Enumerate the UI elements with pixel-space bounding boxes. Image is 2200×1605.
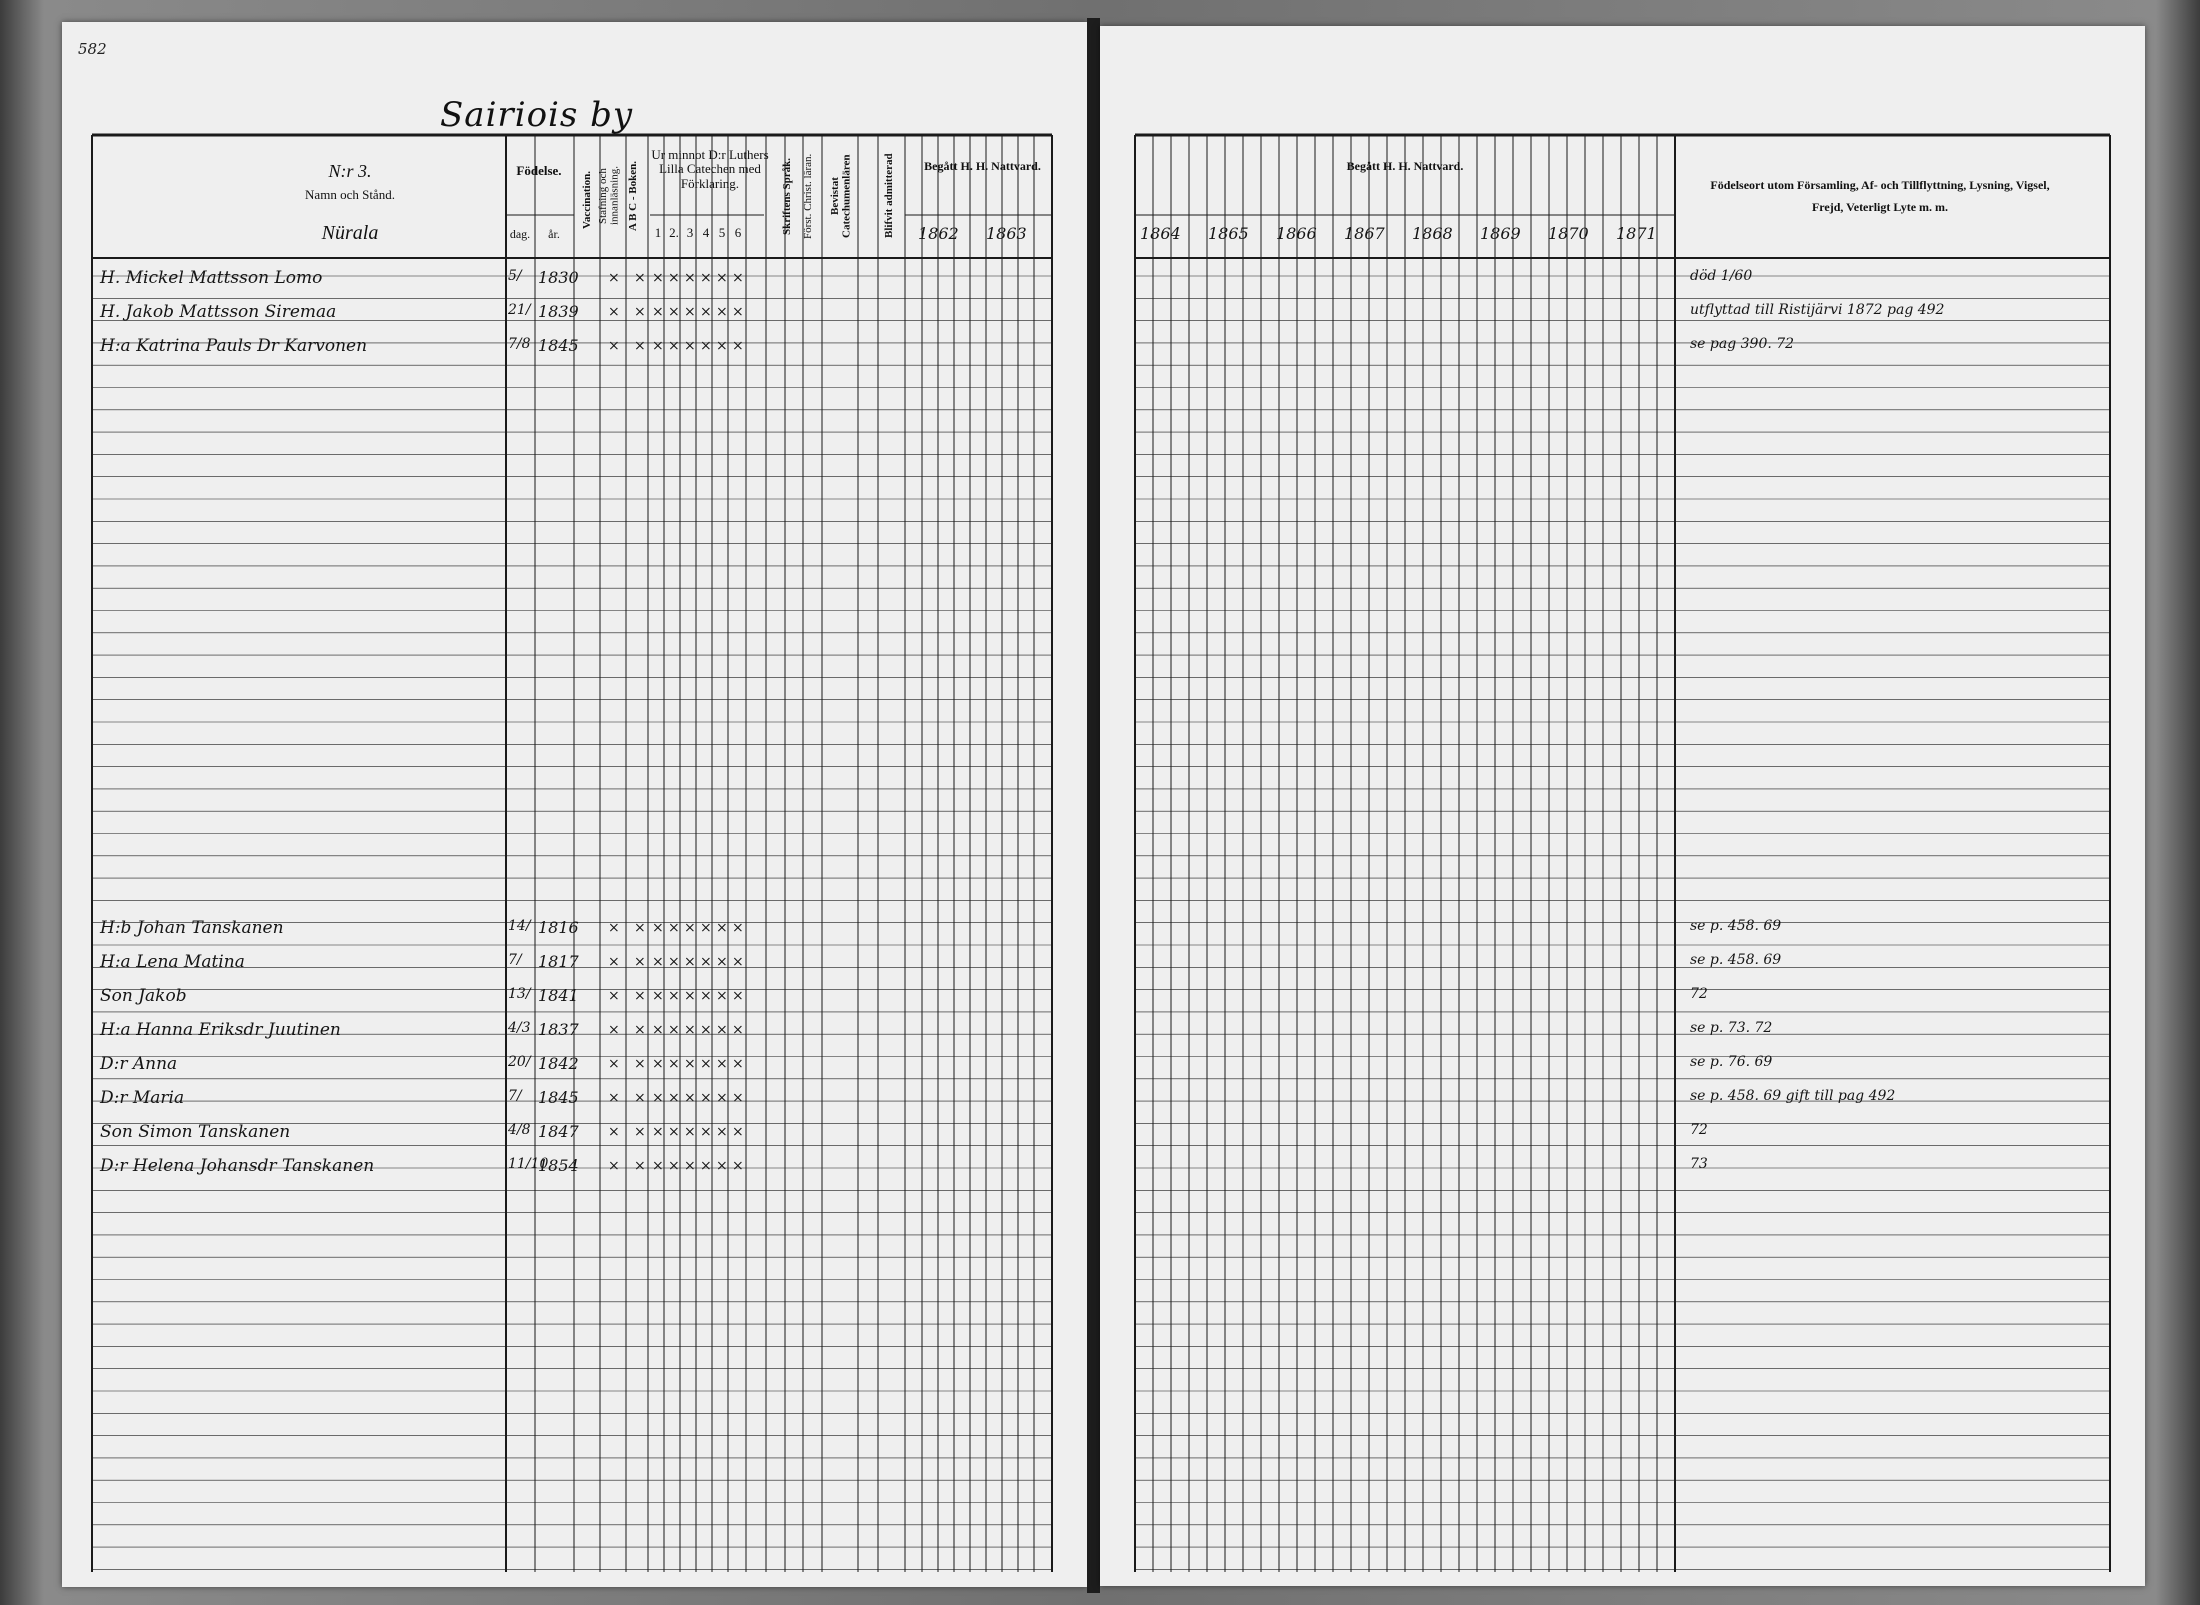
tick-mark: × bbox=[668, 988, 680, 1004]
tick-mark: × bbox=[668, 1056, 680, 1072]
year-header-1868: 1868 bbox=[1412, 224, 1453, 243]
year-header-1864: 1864 bbox=[1140, 224, 1181, 243]
entry-birth-day: 7/ bbox=[508, 952, 522, 968]
tick-mark: × bbox=[652, 1056, 664, 1072]
tick-mark: × bbox=[652, 338, 664, 354]
tick-mark: × bbox=[652, 988, 664, 1004]
tick-mark: × bbox=[634, 304, 646, 320]
tick-mark: × bbox=[700, 1022, 712, 1038]
tick-mark: × bbox=[608, 920, 620, 936]
entry-name: H:a Lena Matina bbox=[100, 952, 245, 972]
tick-mark: × bbox=[684, 304, 696, 320]
tick-mark: × bbox=[608, 1056, 620, 1072]
year-header-1871: 1871 bbox=[1616, 224, 1657, 243]
catechism-part-3: 3 bbox=[686, 225, 694, 240]
tick-mark: × bbox=[700, 920, 712, 936]
farm-name: Nürala bbox=[321, 222, 379, 244]
tick-mark: × bbox=[700, 338, 712, 354]
tick-mark: × bbox=[684, 1056, 696, 1072]
tick-mark: × bbox=[652, 1090, 664, 1106]
col-year-header: år. bbox=[548, 227, 560, 241]
col-reading-header: Stafning och innanläsning. bbox=[597, 166, 621, 226]
tick-mark: × bbox=[634, 954, 646, 970]
col-name-header: Namn och Stånd. bbox=[305, 187, 395, 202]
tick-mark: × bbox=[652, 954, 664, 970]
col-remarks-header: Födelseort utom Församling, Af- och Tillflyttning, Lysning, Vigsel, Frejd, Veterligt Lyte m. m. bbox=[1710, 178, 2050, 214]
tick-mark: × bbox=[608, 1022, 620, 1038]
tick-mark: × bbox=[700, 1158, 712, 1174]
entry-remark: utflyttad till Ristijärvi 1872 pag 492 bbox=[1690, 302, 1945, 318]
tick-mark: × bbox=[684, 1158, 696, 1174]
tick-mark: × bbox=[716, 1056, 728, 1072]
entry-birth-year: 1854 bbox=[538, 1156, 579, 1175]
year-header-1863: 1863 bbox=[986, 224, 1027, 243]
entry-remark: se p. 458. 69 bbox=[1690, 918, 1782, 934]
tick-mark: × bbox=[668, 304, 680, 320]
tick-mark: × bbox=[634, 1158, 646, 1174]
entry-birth-day: 11/10 bbox=[508, 1156, 549, 1172]
col-communion-header-right: Begått H. H. Nattvard. bbox=[1346, 159, 1464, 173]
tick-mark: × bbox=[668, 338, 680, 354]
col-birth-header: Födelse. bbox=[516, 163, 562, 178]
tick-mark: × bbox=[608, 1158, 620, 1174]
tick-mark: × bbox=[716, 920, 728, 936]
catechism-part-6: 6 bbox=[734, 225, 742, 240]
entry-birth-day: 7/ bbox=[508, 1088, 522, 1104]
tick-mark: × bbox=[634, 920, 646, 936]
tick-mark: × bbox=[732, 1158, 744, 1174]
tick-mark: × bbox=[716, 338, 728, 354]
year-header-1865: 1865 bbox=[1208, 224, 1249, 243]
tick-mark: × bbox=[668, 270, 680, 286]
tick-mark: × bbox=[700, 954, 712, 970]
tick-mark: × bbox=[732, 920, 744, 936]
tick-mark: × bbox=[652, 1158, 664, 1174]
entry-birth-day: 20/ bbox=[508, 1054, 531, 1070]
tick-mark: × bbox=[732, 1022, 744, 1038]
tick-mark: × bbox=[652, 304, 664, 320]
tick-mark: × bbox=[634, 1090, 646, 1106]
catechism-part-5: 5 bbox=[718, 225, 726, 240]
tick-mark: × bbox=[732, 954, 744, 970]
tick-mark: × bbox=[608, 988, 620, 1004]
col-vaccination-header: Vaccination. bbox=[581, 171, 593, 229]
tick-mark: × bbox=[716, 1158, 728, 1174]
entry-remark: 73 bbox=[1690, 1156, 1708, 1172]
col-abc-header: A B C - Boken. bbox=[627, 161, 639, 231]
tick-mark: × bbox=[716, 1090, 728, 1106]
entry-birth-year: 1847 bbox=[538, 1122, 579, 1141]
tick-mark: × bbox=[732, 338, 744, 354]
tick-mark: × bbox=[732, 1124, 744, 1140]
tick-mark: × bbox=[732, 988, 744, 1004]
tick-mark: × bbox=[668, 954, 680, 970]
tick-mark: × bbox=[700, 304, 712, 320]
entry-name: D:r Helena Johansdr Tanskanen bbox=[100, 1156, 375, 1176]
tick-mark: × bbox=[652, 920, 664, 936]
tick-mark: × bbox=[668, 1158, 680, 1174]
tick-mark: × bbox=[634, 338, 646, 354]
tick-mark: × bbox=[634, 1056, 646, 1072]
tick-mark: × bbox=[716, 1022, 728, 1038]
tick-mark: × bbox=[732, 1056, 744, 1072]
entry-name: H:a Katrina Pauls Dr Karvonen bbox=[100, 336, 368, 356]
col-admitted-header: Blifvit admitterad bbox=[883, 153, 895, 239]
catechism-part-2: 2. bbox=[669, 225, 679, 240]
entry-birth-day: 4/8 bbox=[508, 1122, 531, 1138]
tick-mark: × bbox=[652, 1022, 664, 1038]
entry-name: H. Mickel Mattsson Lomo bbox=[100, 268, 323, 288]
entry-remark: se p. 73. 72 bbox=[1690, 1020, 1773, 1036]
tick-mark: × bbox=[608, 304, 620, 320]
tick-mark: × bbox=[608, 1090, 620, 1106]
village-title: Sairiois by bbox=[440, 95, 634, 135]
tick-mark: × bbox=[732, 270, 744, 286]
entry-name: D:r Maria bbox=[100, 1088, 185, 1108]
tick-mark: × bbox=[716, 954, 728, 970]
tick-mark: × bbox=[684, 954, 696, 970]
year-header-1866: 1866 bbox=[1276, 224, 1317, 243]
page-number: 582 bbox=[78, 40, 107, 58]
catechism-part-1: 1 bbox=[654, 225, 662, 240]
year-header-1870: 1870 bbox=[1548, 224, 1589, 243]
tick-mark: × bbox=[634, 988, 646, 1004]
col-day-header: dag. bbox=[509, 227, 531, 241]
tick-mark: × bbox=[668, 920, 680, 936]
household-number: N:r 3. bbox=[328, 161, 372, 181]
tick-mark: × bbox=[716, 988, 728, 1004]
tick-mark: × bbox=[700, 270, 712, 286]
entry-birth-day: 4/3 bbox=[508, 1020, 531, 1036]
tick-mark: × bbox=[700, 1124, 712, 1140]
entry-name: Son Jakob bbox=[100, 986, 187, 1006]
entry-birth-day: 13/ bbox=[508, 986, 531, 1002]
tick-mark: × bbox=[684, 270, 696, 286]
entry-birth-year: 1839 bbox=[538, 302, 579, 321]
year-header-1862: 1862 bbox=[918, 224, 959, 243]
entry-birth-year: 1842 bbox=[538, 1054, 579, 1073]
tick-mark: × bbox=[684, 1022, 696, 1038]
entry-birth-year: 1841 bbox=[538, 986, 579, 1005]
entry-name: Son Simon Tanskanen bbox=[100, 1122, 291, 1142]
entry-birth-year: 1830 bbox=[538, 268, 579, 287]
col-scripture-header: Skriftens Språk. bbox=[781, 157, 793, 235]
entry-birth-day: 21/ bbox=[508, 302, 531, 318]
tick-mark: × bbox=[684, 988, 696, 1004]
tick-mark: × bbox=[684, 1124, 696, 1140]
entry-birth-year: 1845 bbox=[538, 1088, 579, 1107]
tick-mark: × bbox=[608, 338, 620, 354]
entry-name: H:b Johan Tanskanen bbox=[100, 918, 284, 938]
col-communion-header-left: Begått H. H. Nattvard. bbox=[924, 159, 1041, 173]
entry-remark: se p. 76. 69 bbox=[1690, 1054, 1773, 1070]
entry-birth-year: 1817 bbox=[538, 952, 579, 971]
year-header-1867: 1867 bbox=[1344, 224, 1385, 243]
tick-mark: × bbox=[684, 1090, 696, 1106]
entry-remark: 72 bbox=[1690, 986, 1708, 1002]
entry-birth-year: 1816 bbox=[538, 918, 579, 937]
tick-mark: × bbox=[634, 270, 646, 286]
entry-remark: se pag 390. 72 bbox=[1690, 336, 1795, 352]
tick-mark: × bbox=[716, 304, 728, 320]
tick-mark: × bbox=[608, 270, 620, 286]
tick-mark: × bbox=[700, 1056, 712, 1072]
year-header-1869: 1869 bbox=[1480, 224, 1521, 243]
tick-mark: × bbox=[684, 338, 696, 354]
tick-mark: × bbox=[668, 1124, 680, 1140]
tick-mark: × bbox=[634, 1022, 646, 1038]
tick-mark: × bbox=[684, 920, 696, 936]
entry-birth-day: 5/ bbox=[508, 268, 522, 284]
tick-mark: × bbox=[732, 304, 744, 320]
tick-mark: × bbox=[668, 1090, 680, 1106]
catechism-part-4: 4 bbox=[702, 225, 710, 240]
tick-mark: × bbox=[700, 988, 712, 1004]
tick-mark: × bbox=[716, 270, 728, 286]
tick-mark: × bbox=[716, 1124, 728, 1140]
col-catechumen-header: Bevistat Catechumenlären bbox=[829, 154, 853, 238]
tick-mark: × bbox=[732, 1090, 744, 1106]
entry-remark: död 1/60 bbox=[1690, 268, 1753, 284]
tick-mark: × bbox=[608, 954, 620, 970]
entry-birth-year: 1837 bbox=[538, 1020, 579, 1039]
entry-name: H:a Hanna Eriksdr Juutinen bbox=[100, 1020, 341, 1040]
tick-mark: × bbox=[652, 1124, 664, 1140]
entry-birth-year: 1845 bbox=[538, 336, 579, 355]
entry-birth-day: 14/ bbox=[508, 918, 531, 934]
entry-name: D:r Anna bbox=[100, 1054, 178, 1074]
col-christian-header: Först. Christ. läran. bbox=[802, 153, 814, 239]
entry-remark: 72 bbox=[1690, 1122, 1708, 1138]
tick-mark: × bbox=[634, 1124, 646, 1140]
entry-remark: se p. 458. 69 gift till pag 492 bbox=[1690, 1088, 1896, 1104]
tick-mark: × bbox=[652, 270, 664, 286]
tick-mark: × bbox=[700, 1090, 712, 1106]
tick-mark: × bbox=[668, 1022, 680, 1038]
entry-birth-day: 7/8 bbox=[508, 336, 531, 352]
entry-remark: se p. 458. 69 bbox=[1690, 952, 1782, 968]
col-catechism-header: Ur minnot D:r Luthers Lilla Catechen med Förklaring. bbox=[651, 147, 769, 191]
entry-name: H. Jakob Mattsson Siremaa bbox=[100, 302, 337, 322]
tick-mark: × bbox=[608, 1124, 620, 1140]
